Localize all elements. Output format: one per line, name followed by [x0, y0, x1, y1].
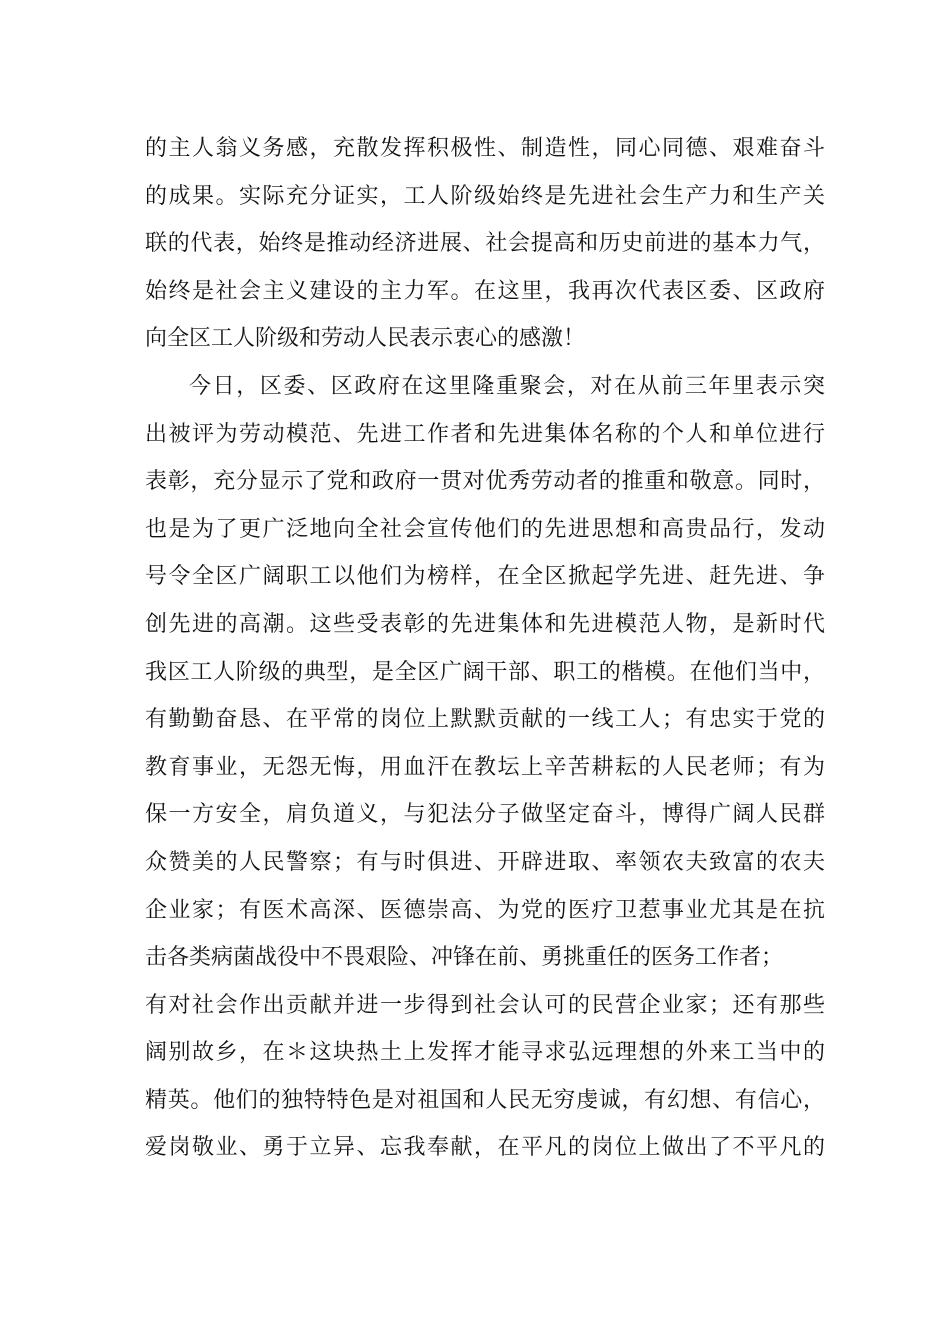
text-line: 向全区工人阶级和劳动人民表示衷心的感激！: [145, 326, 586, 352]
text-line: 创先进的高潮。这些受表彰的先进集体和先进模范人物，是新时代: [145, 611, 825, 637]
text-line: 有对社会作出贡献并进一步得到社会认可的民营企业家；还有那些: [145, 992, 825, 1018]
body-text: [145, 125, 825, 1172]
text-line: 我区工人阶级的典型，是全区广阔干部、职工的楷模。在他们当中，: [145, 659, 825, 685]
text-line: 号令全区广阔职工以他们为榜样，在全区掀起学先进、赶先进、争: [145, 564, 825, 590]
text-line: 的成果。实际充分证实，工人阶级始终是先进社会生产力和生产关: [145, 183, 825, 209]
text-line: 教育事业，无怨无悔，用血汗在教坛上辛苦耕耘的人民老师；有为: [145, 754, 825, 780]
text-line: 众赞美的人民警察；有与时俱进、开辟进取、率领农夫致富的农夫: [145, 849, 825, 875]
text-line: 精英。他们的独特特色是对祖国和人民无穷虔诚，有幻想、有信心，: [145, 1087, 825, 1113]
text-line: 表彰，充分显示了党和政府一贯对优秀劳动者的推重和敬意。同时，: [145, 469, 825, 495]
text-line: 有勤勤奋恳、在平常的岗位上默默贡献的一线工人；有忠实于党的: [145, 707, 825, 733]
text-line: 企业家；有医术高深、医德崇高、为党的医疗卫惹事业尤其是在抗: [145, 897, 825, 923]
text-line: 阔别故乡，在＊这块热土上发挥才能寻求弘远理想的外来工当中的: [145, 1040, 825, 1066]
text-line: 始终是社会主义建设的主力军。在这里，我再次代表区委、区政府: [145, 278, 825, 304]
text-line: 也是为了更广泛地向全社会宣传他们的先进思想和高贵品行，发动: [145, 516, 825, 542]
text-line: 今日，区委、区政府在这里隆重聚会，对在从前三年里表示突: [189, 373, 825, 399]
text-line: 爱岗敬业、勇于立异、忘我奉献，在平凡的岗位上做出了不平凡的: [145, 1135, 825, 1161]
text-line: 的主人翁义务感，充散发挥积极性、制造性，同心同德、艰难奋斗: [145, 136, 825, 161]
text-line: 保一方安全，肩负道义，与犯法分子做坚定奋斗，博得广阔人民群: [145, 802, 825, 828]
text-line: 出被评为劳动模范、先进工作者和先进集体名称的个人和单位进行: [145, 421, 825, 447]
text-line: 击各类病菌战役中不畏艰险、冲锋在前、勇挑重任的医务工作者；: [145, 945, 784, 971]
text-line: 联的代表，始终是推动经济进展、社会提高和历史前进的基本力气，: [145, 231, 825, 257]
